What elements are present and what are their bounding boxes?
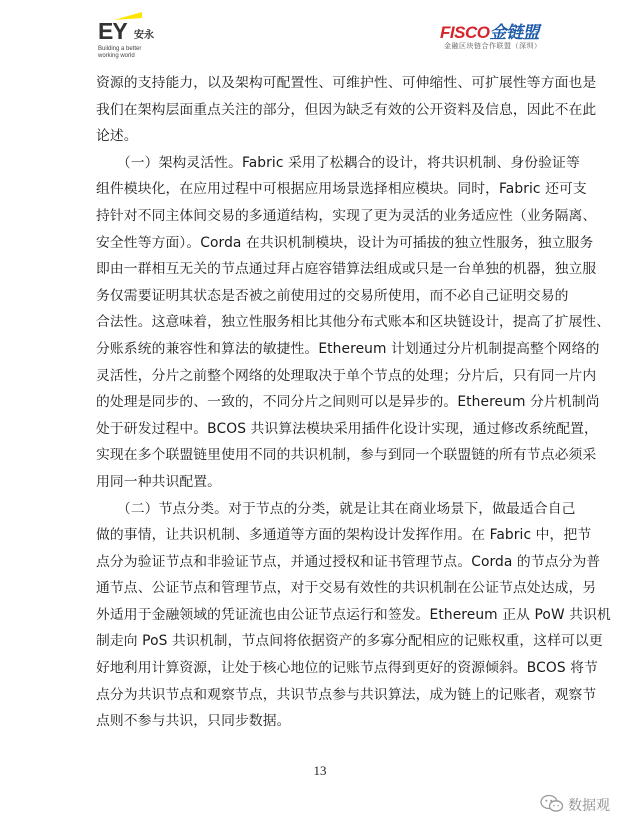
text-line: 外适用于金融领域的凭证流也由公证节点运行和签发。Ethereum 正从 PoW 共识机: [96, 606, 611, 623]
text-line: 点则不参与共识，只同步数据。: [96, 713, 291, 730]
text-line: 处于研发过程中。BCOS 共识算法模块采用插件化设计实现，通过修改系统配置，: [96, 420, 598, 437]
ey-chinese-name: 安永: [134, 30, 154, 41]
ey-tagline-line-1: Building a better: [98, 46, 142, 52]
text-line: 灵活性，分片之前整个网络的处理取决于单个节点的处理；分片后，只有同一片内: [96, 367, 597, 384]
text-line: （二）节点分类。对于节点的分类，就是让其在商业场景下，做最适合自己: [96, 500, 576, 517]
paragraph-lines: [96, 70, 611, 735]
text-line: 资源的支持能力，以及架构可配置性、可维护性、可伸缩性、可扩展性等方面也是: [96, 75, 597, 91]
text-line: 合法性。这意味着，独立性服务相比其他分布式账本和区块链设计，提高了扩展性、: [96, 314, 611, 331]
text-line: 用同一种共识配置。: [96, 473, 222, 490]
text-line: 持针对不同主体间交易的多通道结构，实现了更为灵活的业务适应性（业务隔离、: [96, 207, 597, 224]
body-text: [96, 70, 611, 735]
text-line: 分账系统的兼容性和算法的敏捷性。Ethereum 计划通过分片机制提高整个网络的: [96, 340, 600, 357]
text-line: 我们在架构层面重点关注的部分，但因为缺乏有效的公开资料及信息，因此不在此: [96, 101, 597, 118]
text-line: 务仅需要证明其状态是否被之前使用过的交易所使用，而不必自己证明交易的: [96, 287, 569, 304]
ey-tagline: [98, 46, 178, 60]
text-line: （一）架构灵活性。Fabric 采用了松耦合的设计，将共识机制、身份验证等: [96, 154, 580, 171]
text-line: 通节点、公证节点和管理节点，对于交易有效性的共识机制在公证节点处达成，另: [96, 580, 597, 597]
ey-tagline-line-2: working world: [98, 53, 135, 59]
text-line: 点分为验证节点和非验证节点，并通过授权和证书管理节点。Corda 的节点分为普: [96, 553, 601, 570]
fisco-subtitle: 金融区块链合作联盟（深圳）: [444, 42, 542, 50]
wechat-icon: [540, 794, 564, 814]
text-line: 组件模块化，在应用过程中可根据应用场景选择相应模块。同时，Fabric 还可支: [96, 181, 587, 198]
text-line: 制走向 PoS 共识机制，节点间将依据资产的多寡分配相应的记账权重，这样可以更: [96, 633, 603, 650]
text-line: 安全性等方面）。Corda 在共识机制模块，设计为可插拔的独立性服务，独立服务: [96, 234, 594, 251]
text-line: 做的事情，让共识机制、多通道等方面的架构设计发挥作用。在 Fabric 中，把节: [96, 527, 592, 544]
fisco-brand-latin: FISCO: [440, 23, 490, 42]
text-line: 实现在多个联盟链里使用不同的共识机制，参与到同一个联盟链的所有节点必须采: [96, 447, 597, 464]
fisco-logo: [440, 18, 570, 56]
text-line: 好地利用计算资源，让处于核心地位的记账节点得到更好的资源倾斜。BCOS 将节: [96, 660, 598, 677]
text-line: 论述。: [96, 128, 138, 145]
watermark: [540, 792, 636, 818]
text-line: 点分为共识节点和观察节点，共识节点参与共识算法，成为链上的记账者，观察节: [96, 686, 597, 703]
text-line: 即由一群相互无关的节点通过拜占庭容错算法组成或只是一台单独的机器，独立服: [96, 261, 597, 278]
ey-logo: [96, 12, 216, 66]
page-number: 13: [313, 763, 327, 778]
fisco-brand-cn: 金链盟: [489, 23, 539, 43]
fisco-brand: [440, 18, 539, 43]
watermark-text: 数据观: [568, 798, 610, 814]
ey-letters: EY: [98, 18, 127, 44]
text-line: 的处理是同步的、一致的，不同分片之间则可以是异步的。Ethereum 分片机制尚: [96, 394, 600, 411]
